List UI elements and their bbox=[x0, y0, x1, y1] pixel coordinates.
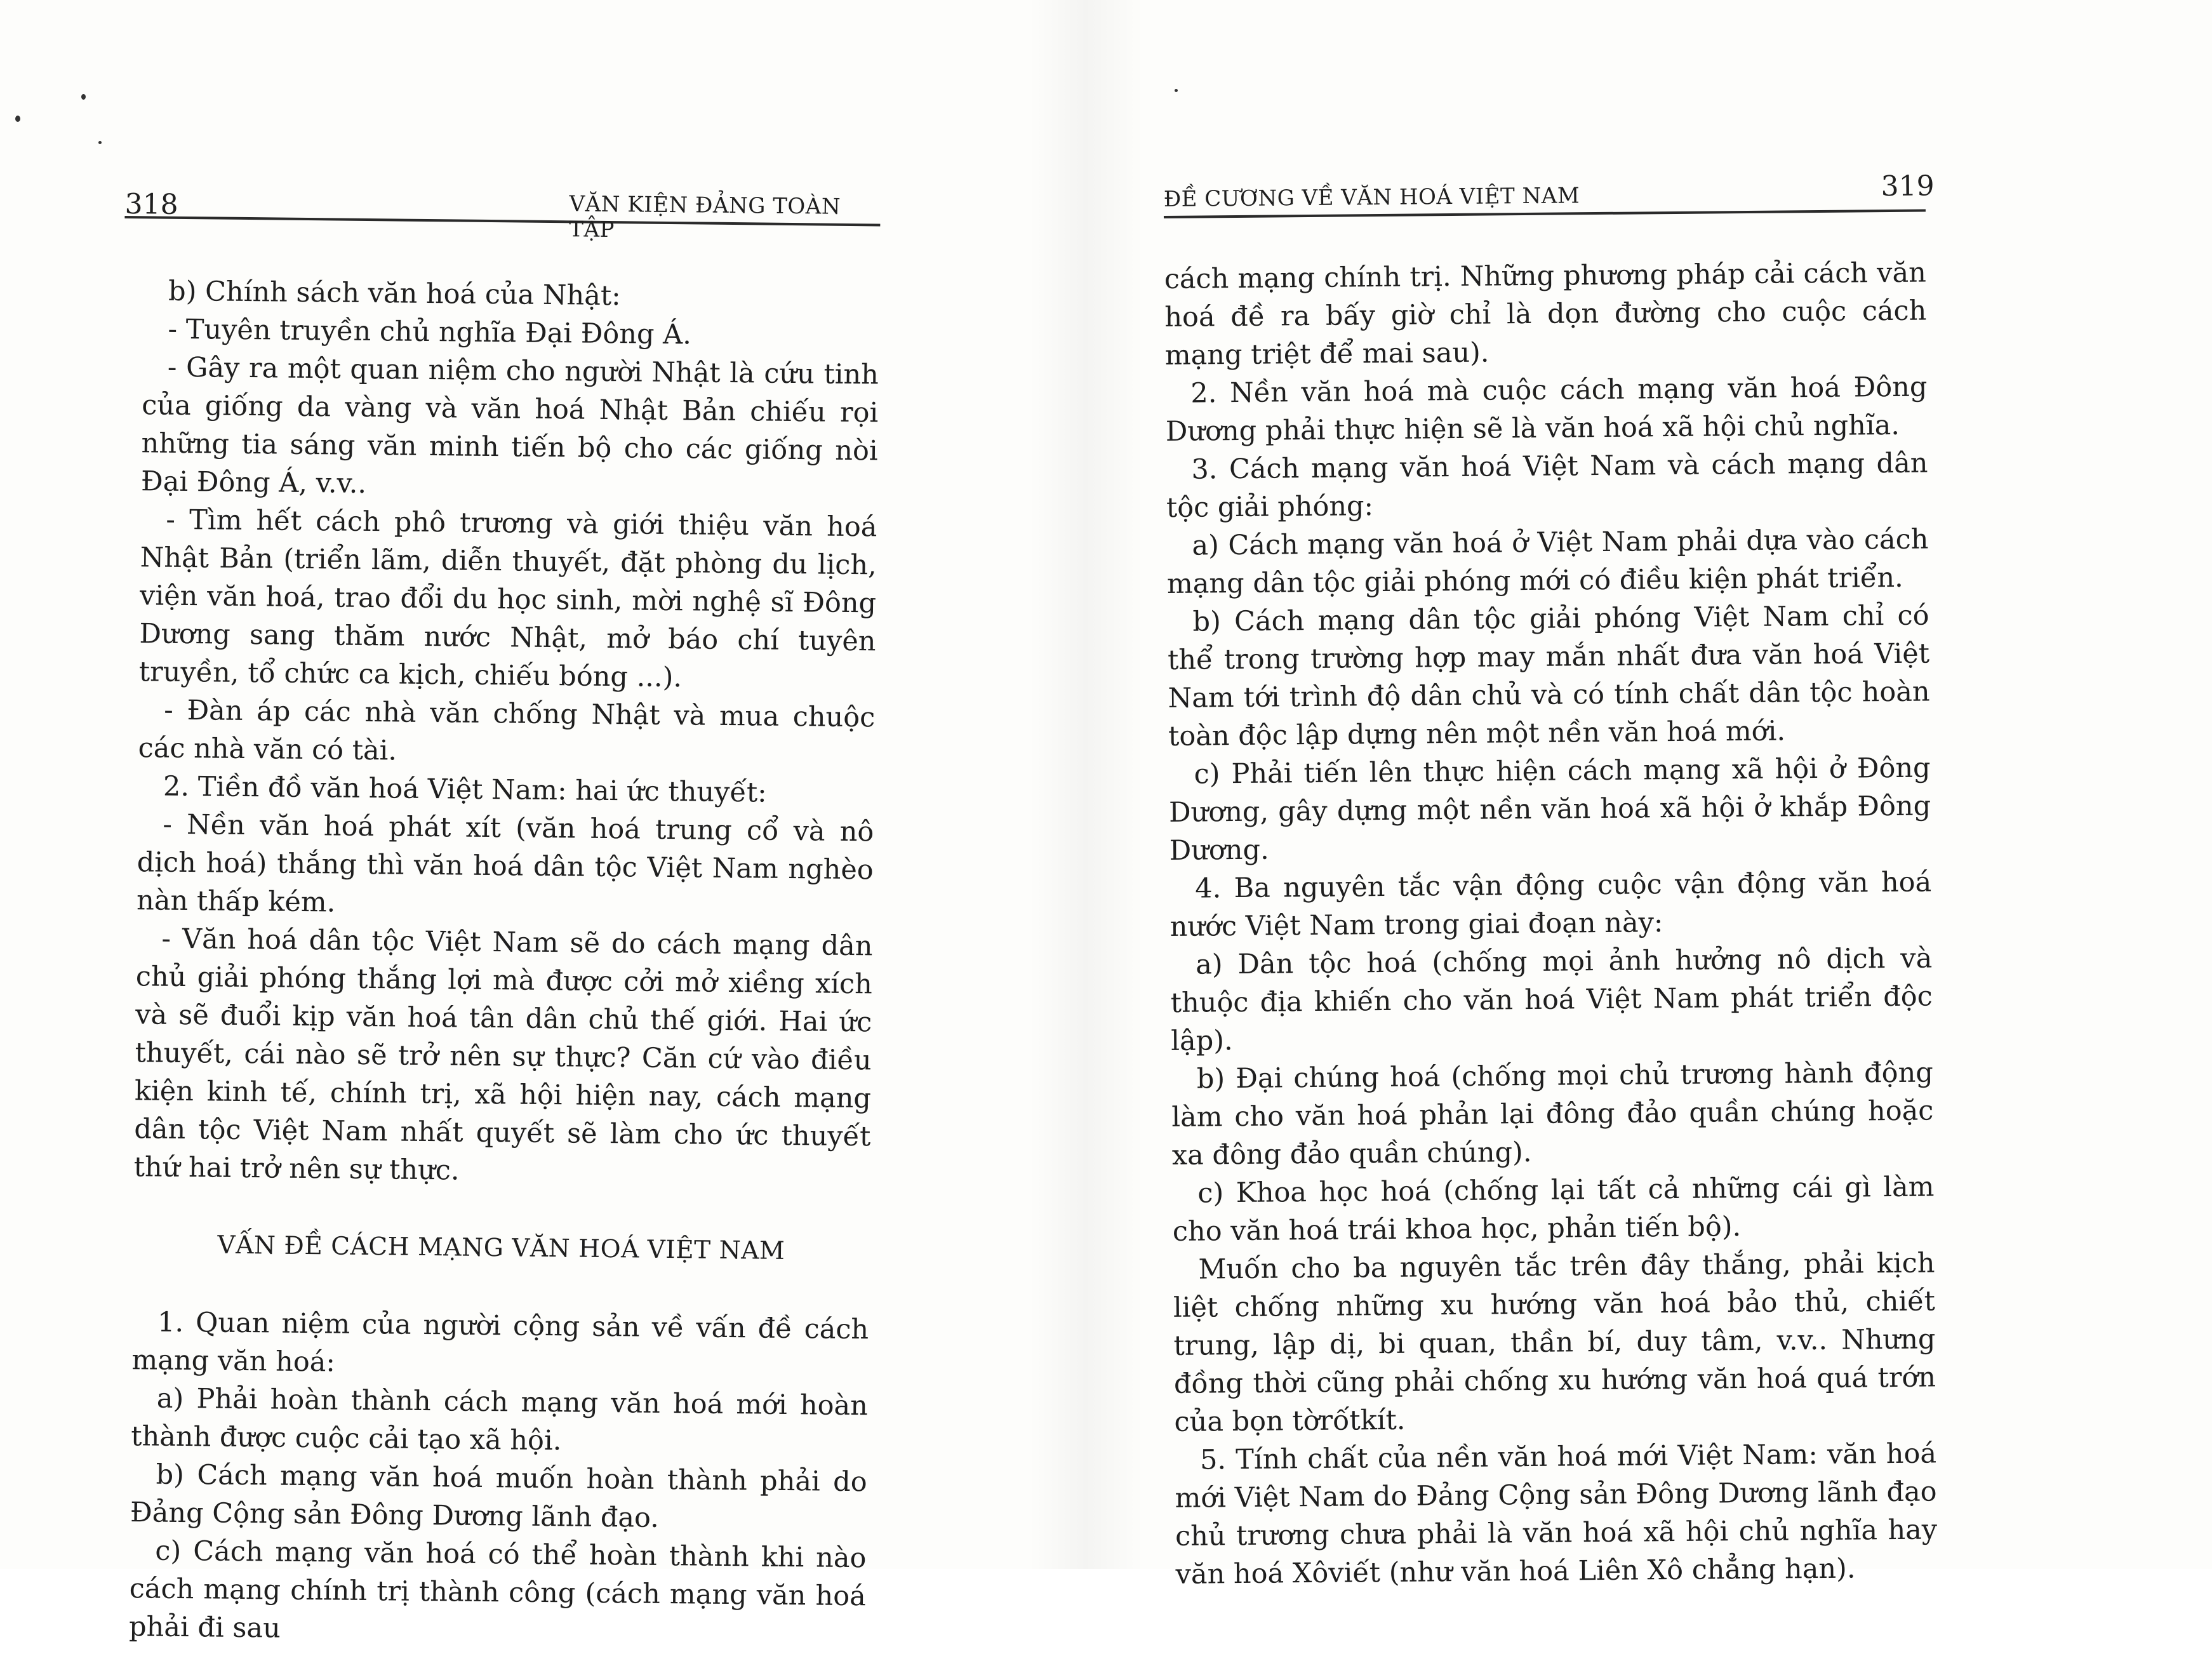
continuation-paragraph: cách mạng chính trị. Những phương pháp cải cách văn hoá đề ra bấy giờ chỉ là dọn đường cho cuộc cách mạng triệt để mai sau). bbox=[1164, 257, 1927, 371]
paragraph: c) Cách mạng văn hoá có thể hoàn thành khi nào cách mạng chính trị thành công (cách mạng văn hoá phải đi sau bbox=[128, 1535, 867, 1644]
page-number: 319 bbox=[1881, 170, 1935, 203]
page-body bbox=[129, 272, 880, 1653]
page-header bbox=[124, 178, 881, 243]
paragraph: 2. Tiền đồ văn hoá Việt Nam: hai ức thuyết: bbox=[163, 770, 767, 809]
page-header bbox=[1163, 170, 1935, 218]
paragraph: b) Cách mạng dân tộc giải phóng Việt Nam chỉ có thể trong trường hợp may mắn nhất đưa văn hoá Việt Nam tới trình độ dân chủ và có tính chất dân tộc hoàn toàn độc lập dựng nên một nền văn hoá mới. bbox=[1167, 599, 1930, 752]
page-body bbox=[1164, 254, 1938, 1594]
gutter-shadow bbox=[1029, 0, 1143, 1569]
paragraph: b) Cách mạng văn hoá muốn hoàn thành phải do Đảng Cộng sản Đông Dương lãnh đạo. bbox=[130, 1458, 867, 1534]
paragraph: - Tìm hết cách phô trương và giới thiệu văn hoá Nhật Bản (triển lãm, diễn thuyết, đặt phòng du lịch, viện văn hoá, trao đổi du học sinh, mời nghệ sĩ Đông Dương sang thăm nước Nhật, mở báo chí tuyên truyền, tổ chức ca kịch, chiếu bóng ...). bbox=[138, 504, 877, 694]
running-header-title: ĐỀ CƯƠNG VỀ VĂN HOÁ VIỆT NAM bbox=[1163, 183, 1580, 212]
left-page bbox=[124, 0, 927, 1644]
scan-speck bbox=[81, 94, 86, 100]
paragraph: b) Chính sách văn hoá của Nhật: bbox=[168, 275, 621, 312]
paragraph: 4. Ba nguyên tắc vận động cuộc vận động văn hoá nước Việt Nam trong giai đoạn này: bbox=[1169, 866, 1932, 943]
paragraph: a) Dân tộc hoá (chống mọi ảnh hưởng nô dịch và thuộc địa khiến cho văn hoá Việt Nam phát triển độc lập). bbox=[1170, 942, 1933, 1057]
paragraph: b) Đại chúng hoá (chống mọi chủ trương hành động làm cho văn hoá phản lại đông đảo quần chúng hoặc xa đông đảo quần chúng). bbox=[1171, 1057, 1934, 1171]
paragraph: a) Cách mạng văn hoá ở Việt Nam phải dựa vào cách mạng dân tộc giải phóng mới có điều kiện phát triển. bbox=[1166, 523, 1929, 600]
paragraph: - Văn hoá dân tộc Việt Nam sẽ do cách mạng dân chủ giải phóng thắng lợi mà được cởi mở xiềng xích và sẽ đuổi kịp văn hoá tân dân chủ thế giới. Hai ức thuyết, cái nào sẽ trở nên sự thực? Căn cứ vào điều kiện kinh tế, chính trị, xã hội hiện nay, cách mạng dân tộc Việt Nam nhất quyết sẽ làm cho ức thuyết thứ hai trở nên sự thực. bbox=[133, 923, 873, 1187]
paragraph: a) Phải hoàn thành cách mạng văn hoá mới hoàn thành được cuộc cải tạo xã hội. bbox=[131, 1382, 869, 1457]
paragraph: 1. Quan niệm của người cộng sản về vấn đề cách mạng văn hoá: bbox=[131, 1306, 869, 1378]
scan-speck bbox=[15, 116, 20, 122]
paragraph: c) Phải tiến lên thực hiện cách mạng xã hội ở Đông Dương, gây dựng một nền văn hoá xã hội ở khắp Đông Dương. bbox=[1168, 752, 1931, 867]
paragraph: 3. Cách mạng văn hoá Việt Nam và cách mạng dân tộc giải phóng: bbox=[1166, 447, 1928, 524]
page-number: 318 bbox=[124, 187, 178, 221]
paragraph: - Đàn áp các nhà văn chống Nhật và mua chuộc các nhà văn có tài. bbox=[138, 694, 876, 767]
paragraph: 5. Tính chất của nền văn hoá mới Việt Nam: văn hoá mới Việt Nam do Đảng Cộng sản Đông Dương lãnh đạo chủ trương chưa phải là văn hoá xã hội chủ nghĩa hay văn hoá Xôviết (như văn hoá Liên Xô chẳng hạn). bbox=[1175, 1437, 1938, 1591]
running-header-title: VĂN KIỆN ĐẢNG TOÀN TẬP bbox=[569, 191, 841, 243]
paragraph: - Gây ra một quan niệm cho người Nhật là cứu tinh của giống da vàng và văn hoá Nhật Bản chiếu rọi những tia sáng văn minh tiến bộ cho các giống nòi Đại Đông Á, v.v.. bbox=[140, 351, 879, 500]
paragraph: c) Khoa học hoá (chống lại tất cả những cái gì làm cho văn hoá trái khoa học, phản tiến bộ). bbox=[1172, 1171, 1935, 1248]
paragraph: - Tuyên truyền chủ nghĩa Đại Đông Á. bbox=[168, 313, 692, 351]
paragraph: Muốn cho ba nguyên tắc trên đây thắng, phải kịch liệt chống những xu hướng văn hoá bảo thủ, chiết trung, lập dị, bi quan, thần bí, duy tâm, v.v.. Nhưng đồng thời cũng phải chống xu hướng văn hoá quá trớn của bọn tờrốtkít. bbox=[1173, 1247, 1936, 1438]
scan-speck bbox=[98, 141, 102, 144]
paragraph: - Nền văn hoá phát xít (văn hoá trung cổ và nô dịch hoá) thắng thì văn hoá dân tộc Việt Nam nghèo nàn thấp kém. bbox=[136, 808, 874, 919]
paragraph: 2. Nền văn hoá mà cuộc cách mạng văn hoá Đông Dương phải thực hiện sẽ là văn hoá xã hội chủ nghĩa. bbox=[1165, 371, 1928, 448]
scan-speck bbox=[1175, 89, 1178, 92]
section-heading: VẤN ĐỀ CÁCH MẠNG VĂN HOÁ VIỆT NAM bbox=[217, 1230, 785, 1265]
